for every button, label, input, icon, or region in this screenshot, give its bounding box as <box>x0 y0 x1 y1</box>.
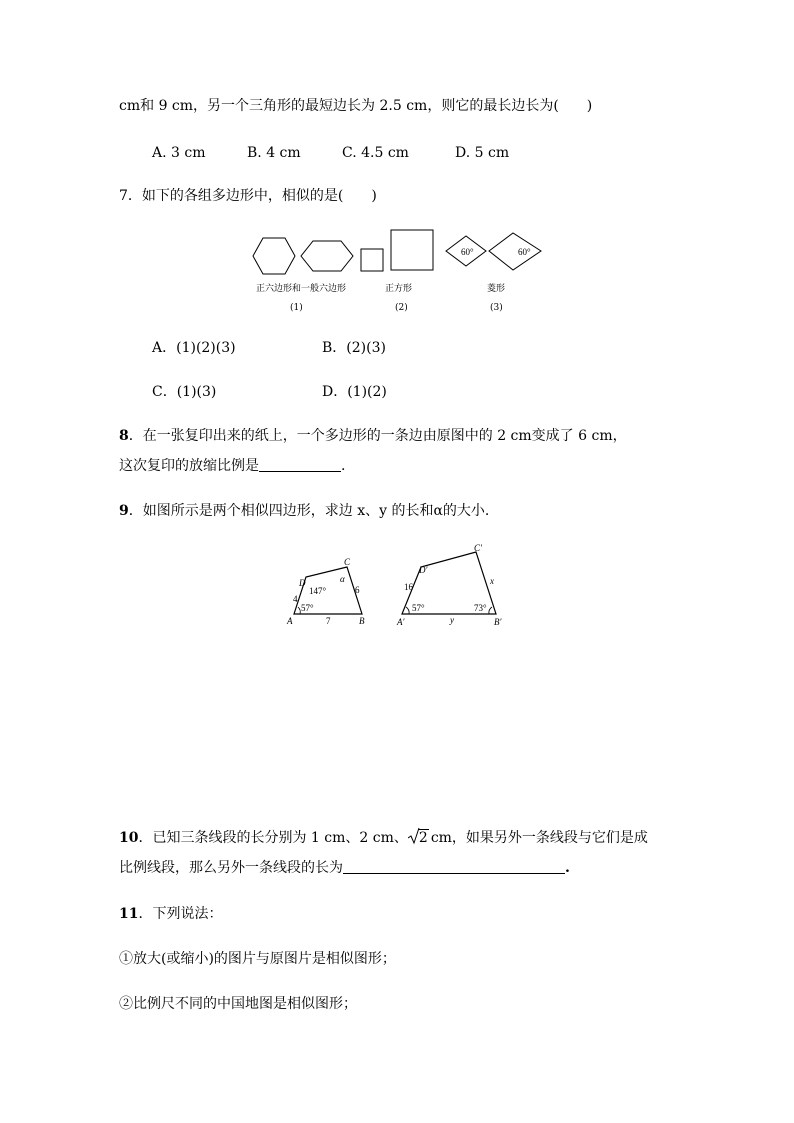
large-label-b: B′ <box>494 617 502 627</box>
q8-period: . <box>341 458 346 474</box>
figure-number-1: (1) <box>290 303 303 313</box>
caption-squares: 正方形 <box>385 284 413 294</box>
q11-number: 11 <box>119 906 139 922</box>
q7-option-c: C．(1)(3) <box>152 384 217 400</box>
general-hexagon-shape <box>301 241 353 271</box>
big-square-shape <box>391 230 433 270</box>
large-angle-b: 73° <box>474 603 487 613</box>
q10-number: 10 <box>119 830 139 846</box>
radicand: 2 <box>418 830 428 846</box>
q8-answer-blank[interactable] <box>259 457 341 472</box>
q8-text-1: ．在一张复印出来的纸上，一个多边形的一条边由原图中的 2 cm变成了 6 cm， <box>128 428 627 444</box>
q6-option-c: C. 4.5 cm <box>342 145 409 161</box>
large-label-c: C′ <box>474 543 482 553</box>
q6-option-a: A. 3 cm <box>152 145 206 161</box>
large-side-ab: y <box>450 615 454 625</box>
figure-number-2: (2) <box>395 303 408 313</box>
q10-text-after: cm，如果另外一条线段与它们是成 <box>430 830 648 846</box>
q11-text: ．下列说法： <box>138 906 223 922</box>
q6-stem-line: cm和 9 cm，另一个三角形的最短边长为 2.5 cm，则它的最长边长为( ) <box>119 98 593 114</box>
large-rhombus-shape <box>489 233 541 270</box>
small-side-bc: 6 <box>355 585 360 595</box>
q11-stem <box>119 904 222 924</box>
large-angle-b-arc <box>489 607 492 614</box>
large-rhombus-angle-label: 60° <box>518 247 531 257</box>
small-angle-d: 147° <box>309 586 327 596</box>
q6-option-b: B. 4 cm <box>247 145 301 161</box>
small-label-c: C <box>344 557 351 567</box>
large-side-ad: 16 <box>404 582 413 592</box>
caption-rhombi: 菱形 <box>487 284 506 294</box>
regular-hexagon-shape <box>253 238 295 274</box>
small-label-a: A <box>287 616 293 626</box>
sqrt-expression <box>408 828 429 848</box>
q7-option-d: D．(1)(2) <box>322 384 387 400</box>
q10-answer-blank[interactable] <box>343 859 565 874</box>
small-angle-a: 57° <box>301 603 314 613</box>
q10-line-2 <box>119 858 570 878</box>
q11-item-2: ②比例尺不同的中国地图是相似图形； <box>119 996 357 1012</box>
small-side-ab: 7 <box>326 616 331 626</box>
q10-period: . <box>565 860 570 876</box>
large-angle-a-arc <box>406 607 409 614</box>
small-rhombus-angle-label: 60° <box>461 247 474 257</box>
small-angle-c: α <box>340 574 345 584</box>
q9-text: ．如图所示是两个相似四边形，求边 x、y 的长和α的大小. <box>128 503 490 519</box>
q8-number: 8 <box>119 428 129 444</box>
large-label-d: D′ <box>419 565 428 575</box>
small-side-ad: 4 <box>293 594 298 604</box>
q10-text-2: 比例线段，那么另外一条线段的长为 <box>119 860 343 876</box>
small-label-d: D <box>299 578 306 588</box>
q10-line-1 <box>119 828 648 848</box>
q10-text-before: ．已知三条线段的长分别为 1 cm、2 cm、 <box>138 830 408 846</box>
caption-hexagons: 正六边形和一般六边形 <box>256 284 347 294</box>
large-side-bc: x <box>490 576 494 586</box>
large-angle-a: 57° <box>412 603 425 613</box>
q7-polygons-figure <box>245 224 555 316</box>
q6-option-d: D. 5 cm <box>455 145 510 161</box>
q9-stem <box>119 501 489 521</box>
q7-option-a: A．(1)(2)(3) <box>152 340 236 356</box>
large-label-a: A′ <box>397 617 405 627</box>
q9-number: 9 <box>119 503 129 519</box>
q8-text-2: 这次复印的放缩比例是 <box>119 458 259 474</box>
q11-item-1: ①放大(或缩小)的图片与原图片是相似图形； <box>119 951 396 967</box>
small-square-shape <box>361 249 383 271</box>
figure-number-3: (3) <box>490 303 503 313</box>
small-angle-a-arc <box>298 607 300 614</box>
q7-stem: 7．如下的各组多边形中，相似的是( ) <box>119 188 377 204</box>
q7-option-b: B．(2)(3) <box>322 340 386 356</box>
small-label-b: B <box>359 616 365 626</box>
radical-sign-icon <box>408 827 420 845</box>
q9-similar-quadrilaterals-figure <box>284 541 514 627</box>
q8-line-1 <box>119 426 627 446</box>
q8-line-2 <box>119 456 345 476</box>
